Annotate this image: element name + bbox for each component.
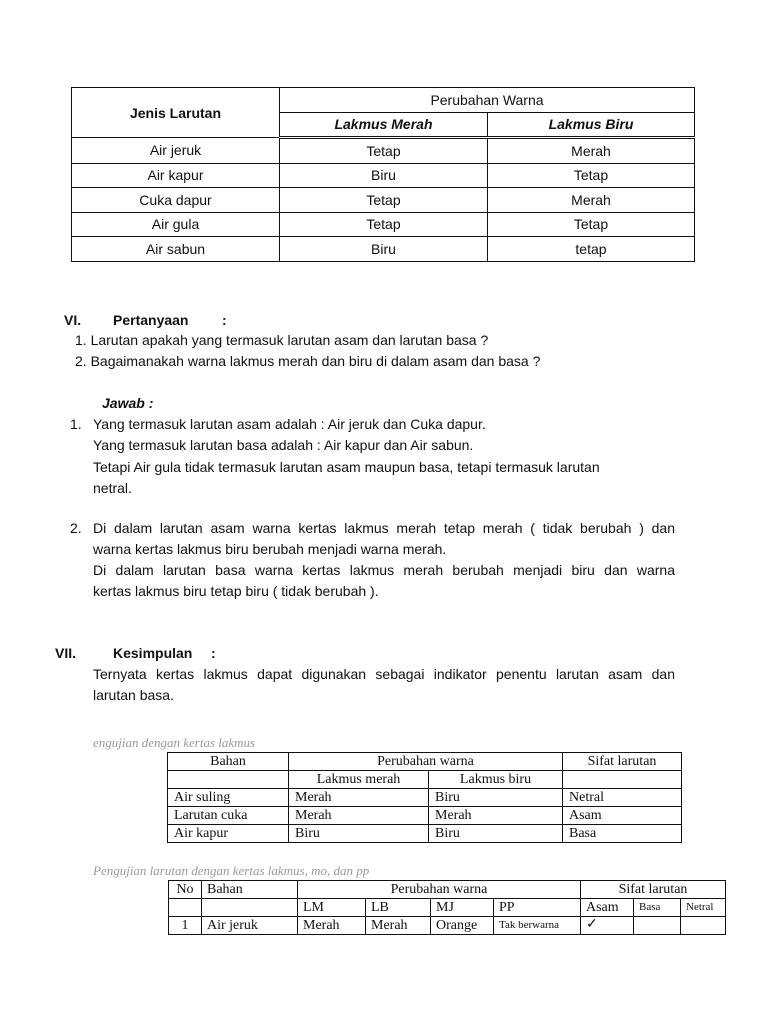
empty-cell: [563, 771, 682, 789]
header-mj: MJ: [431, 899, 494, 917]
cell: Biru: [429, 789, 563, 807]
cell: Tetap: [488, 163, 695, 188]
empty-cell: [168, 771, 289, 789]
answer-number: 1.: [70, 416, 82, 432]
results-table: [71, 87, 695, 262]
answer-number: 2.: [70, 520, 82, 536]
cell: Merah: [488, 138, 695, 164]
section-title: Kesimpulan: [113, 645, 193, 661]
header-asam: Asam: [581, 899, 634, 917]
table-caption: Pengujian larutan dengan kertas lakmus, mo, dan pp: [93, 863, 370, 878]
cell: Biru: [429, 825, 563, 843]
answer-line: Di dalam larutan basa warna kertas lakmus merah berubah menjadi biru dan warna: [93, 562, 675, 578]
indicator-table: [168, 880, 726, 935]
checkmark-icon: ✓: [581, 917, 634, 935]
header-lm: LM: [298, 899, 366, 917]
jawab-label: Jawab :: [102, 395, 154, 411]
cell: Netral: [563, 789, 682, 807]
cell: Asam: [563, 807, 682, 825]
empty-cell: [169, 899, 202, 917]
answer-line: netral.: [93, 480, 132, 496]
answer-line: Yang termasuk larutan basa adalah : Air kapur dan Air sabun.: [93, 437, 474, 453]
question-2: 2. Bagaimanakah warna lakmus merah dan biru di dalam asam dan basa ?: [75, 353, 541, 369]
cell: Air sabun: [72, 237, 280, 262]
table-row: [72, 188, 695, 213]
table-caption: engujian dengan kertas lakmus: [93, 735, 256, 750]
conclusion-line: larutan basa.: [93, 687, 174, 703]
cell: Merah: [488, 188, 695, 213]
cell: Merah: [298, 917, 366, 935]
cell: Merah: [429, 807, 563, 825]
header-bahan: Bahan: [168, 753, 289, 771]
header-basa: Basa: [634, 899, 681, 917]
cell: Tetap: [280, 138, 488, 164]
cell: Biru: [289, 825, 429, 843]
cell: Orange: [431, 917, 494, 935]
header-jenis-larutan: Jenis Larutan: [72, 88, 280, 138]
cell: Larutan cuka: [168, 807, 289, 825]
section-colon: :: [211, 645, 216, 661]
cell: Basa: [563, 825, 682, 843]
header-pp: PP: [494, 899, 581, 917]
table-row: [168, 789, 682, 807]
header-lb: LB: [366, 899, 431, 917]
empty-cell: [202, 899, 298, 917]
answer-line: Tetapi Air gula tidak termasuk larutan asam maupun basa, tetapi termasuk larutan: [93, 459, 600, 475]
cell: Merah: [289, 807, 429, 825]
cell: Air kapur: [168, 825, 289, 843]
cell: [634, 917, 681, 935]
cell: Tetap: [280, 188, 488, 213]
header-sifat-larutan: Sifat larutan: [563, 753, 682, 771]
cell: [681, 917, 726, 935]
header-lakmus-merah: Lakmus merah: [289, 771, 429, 789]
cell: Air kapur: [72, 163, 280, 188]
cell: Air jeruk: [202, 917, 298, 935]
section-number: VII.: [55, 645, 77, 661]
table-row: [168, 825, 682, 843]
answer-line: warna kertas lakmus biru berubah menjadi warna merah.: [93, 541, 447, 557]
cell: tetap: [488, 237, 695, 262]
table-row: [72, 138, 695, 164]
header-lakmus-biru: Lakmus Biru: [488, 112, 695, 138]
cell: Air suling: [168, 789, 289, 807]
header-netral: Netral: [681, 899, 726, 917]
conclusion-line: Ternyata kertas lakmus dapat digunakan sebagai indikator penentu larutan asam dan: [93, 666, 675, 682]
cell: Tetap: [488, 212, 695, 237]
cell: Air gula: [72, 212, 280, 237]
question-1: 1. Larutan apakah yang termasuk larutan asam dan larutan basa ?: [75, 332, 489, 348]
header-no: No: [169, 881, 202, 899]
table-row: [168, 807, 682, 825]
header-perubahan-warna: Perubahan warna: [289, 753, 563, 771]
answer-line: Di dalam larutan asam warna kertas lakmus merah tetap merah ( tidak berubah ) dan: [93, 520, 675, 536]
litmus-table: [167, 752, 682, 843]
header-perubahan-warna: Perubahan Warna: [280, 88, 695, 113]
section-colon: :: [222, 312, 227, 328]
header-lakmus-biru: Lakmus biru: [429, 771, 563, 789]
answer-line: kertas lakmus biru tetap biru ( tidak berubah ).: [93, 583, 379, 599]
answer-line: Yang termasuk larutan asam adalah : Air jeruk dan Cuka dapur.: [93, 416, 486, 432]
table-row: [72, 237, 695, 262]
table-row: [169, 917, 726, 935]
header-lakmus-merah: Lakmus Merah: [280, 112, 488, 138]
cell: Merah: [289, 789, 429, 807]
cell: Cuka dapur: [72, 188, 280, 213]
cell: Merah: [366, 917, 431, 935]
cell: Biru: [280, 163, 488, 188]
cell: Biru: [280, 237, 488, 262]
header-bahan: Bahan: [202, 881, 298, 899]
cell: Tak berwarna: [494, 917, 581, 935]
header-perubahan-warna: Perubahan warna: [298, 881, 581, 899]
section-title: Pertanyaan: [113, 312, 189, 328]
cell: Air jeruk: [72, 138, 280, 164]
table-row: [72, 212, 695, 237]
table-row: [72, 163, 695, 188]
header-sifat-larutan: Sifat larutan: [581, 881, 726, 899]
cell: 1: [169, 917, 202, 935]
section-number: VI.: [64, 312, 82, 328]
cell: Tetap: [280, 212, 488, 237]
